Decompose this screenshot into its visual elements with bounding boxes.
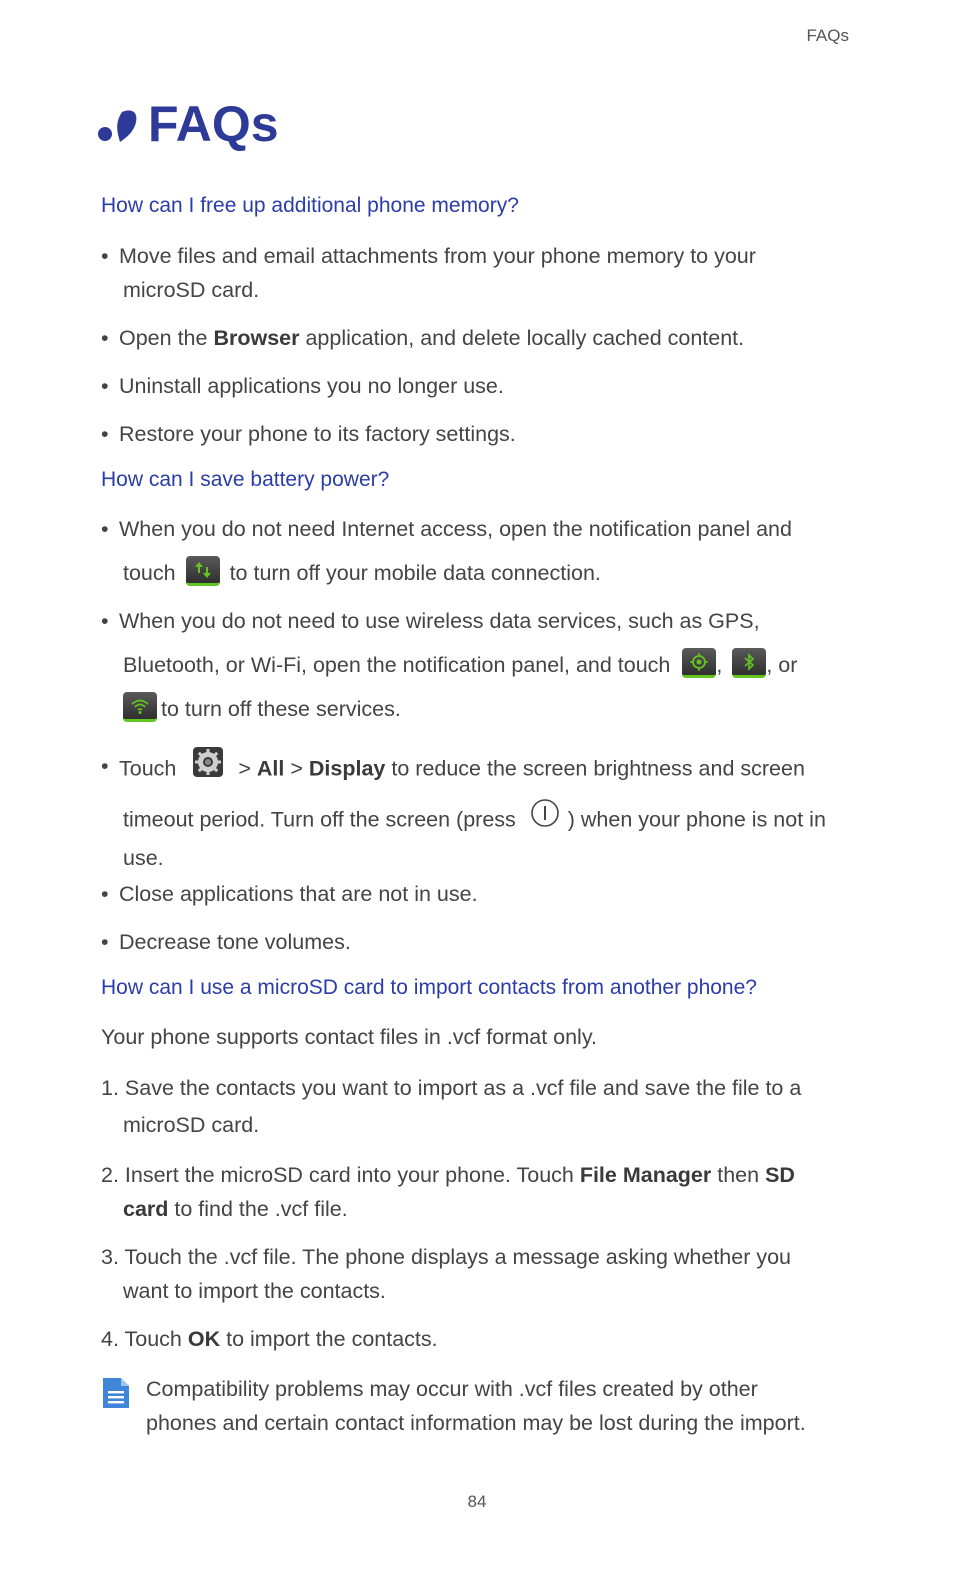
gps-icon <box>682 648 716 678</box>
list-item: • When you do not need Internet access, open the notification panel and touch to turn off your mobile data connection. <box>101 517 792 585</box>
running-header: FAQs <box>806 26 849 45</box>
note-text: Compatibility problems may occur with .vcf files created by other phones and certain contact information may be lost during the import. <box>146 1377 806 1435</box>
bluetooth-icon <box>732 648 766 678</box>
power-button-icon <box>530 798 560 838</box>
list-item: • When you do not need to use wireless data services, such as GPS, Bluetooth, or Wi-Fi, open the notification panel, and touch , , or to turn off these services. <box>101 609 798 721</box>
settings-icon <box>192 746 224 788</box>
wifi-icon <box>123 692 157 722</box>
page-title-block <box>96 94 279 154</box>
page-number: 84 <box>467 1492 487 1511</box>
question-heading: How can I use a microSD card to import contacts from another phone? <box>101 976 757 999</box>
question-heading: How can I free up additional phone memory? <box>101 194 519 217</box>
step-item: 2. Insert the microSD card into your phone. Touch File Manager then SD card to find the .vcf file. <box>101 1163 795 1221</box>
mobile-data-icon <box>186 556 220 586</box>
list-item: • Restore your phone to its factory settings. <box>101 422 516 446</box>
step-item: 3. Touch the .vcf file. The phone displays a message asking whether you want to import the contacts. <box>101 1245 792 1303</box>
list-item: • Close applications that are not in use. <box>101 882 478 906</box>
list-item: • Touch > All > Display to reduce the screen brightness and screen timeout period. Turn off the screen (press ) when your phone is not in use. <box>101 749 846 875</box>
list-item: • Move files and email attachments from your phone memory to your microSD card. <box>101 244 756 302</box>
page-title: FAQs <box>148 96 279 152</box>
note-icon <box>101 1376 131 1415</box>
step-item: 1. Save the contacts you want to import as a .vcf file and save the file to a microSD card. <box>101 1076 802 1137</box>
list-item: • Open the Browser application, and delete locally cached content. <box>101 326 745 350</box>
question-heading: How can I save battery power? <box>101 468 390 491</box>
list-item: • Decrease tone volumes. <box>101 930 351 954</box>
title-leaf-icon <box>96 102 140 146</box>
intro-paragraph: Your phone supports contact files in .vcf format only. <box>101 1025 597 1049</box>
list-item: • Uninstall applications you no longer use. <box>101 374 504 398</box>
step-item: 4. Touch OK to import the contacts. <box>101 1327 438 1351</box>
